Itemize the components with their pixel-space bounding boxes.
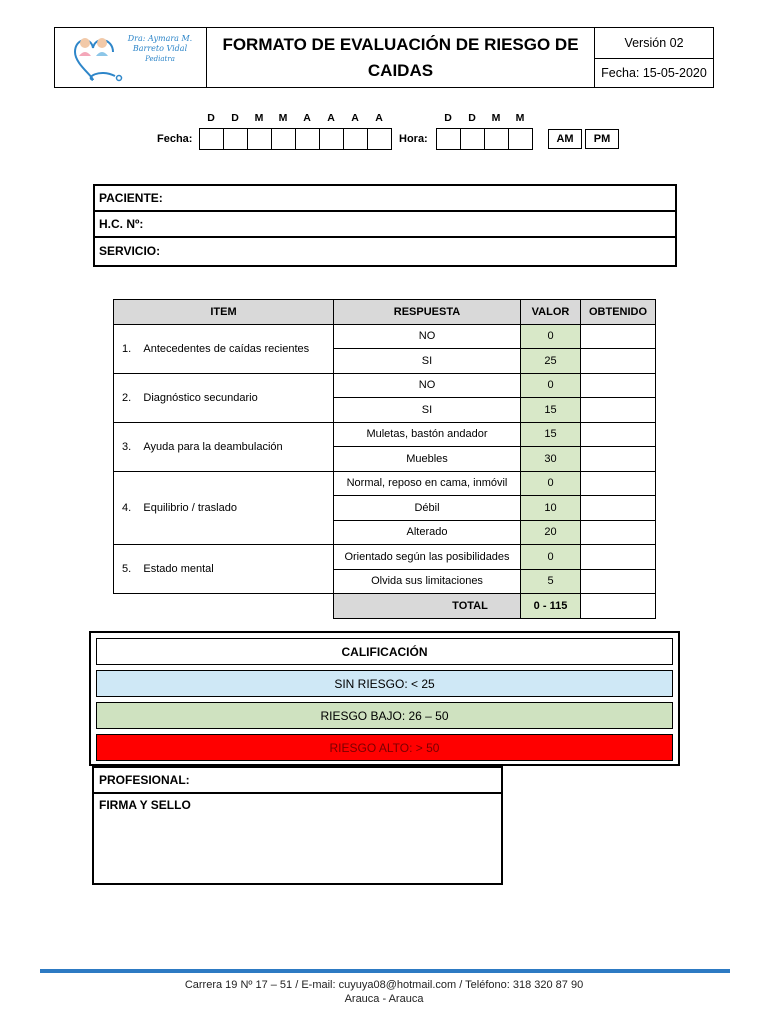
logo-line-1: Dra: Aymara M. [127,34,193,43]
time-letter: D [468,112,476,124]
header-obtenido: OBTENIDO [581,300,656,325]
valor-cell: 0 [521,324,581,349]
valor-cell: 10 [521,496,581,521]
riesgo-bajo-band: RIESGO BAJO: 26 – 50 [96,702,673,729]
date-letter: M [254,112,264,124]
am-pm-selector [548,129,622,149]
date-letter: A [375,112,383,124]
document-header [54,27,714,88]
time-letter: D [444,112,452,124]
respuesta-cell: Muebles [334,447,521,472]
header-respuesta: RESPUESTA [334,300,521,325]
date-digit-box[interactable] [272,129,296,149]
date-digit-box[interactable] [200,129,224,149]
time-digit-box[interactable] [437,129,461,149]
valor-cell: 0 [521,373,581,398]
respuesta-cell: Muletas, bastón andador [334,422,521,447]
obtenido-cell[interactable] [581,398,656,423]
table-row [114,373,656,398]
document-title: FORMATO DE EVALUACIÓN DE RIESGO DE CAIDAS [207,28,595,87]
valor-cell: 5 [521,569,581,594]
date-letter: A [303,112,311,124]
riesgo-alto-band: RIESGO ALTO: > 50 [96,734,673,761]
respuesta-cell: NO [334,373,521,398]
header-item: ITEM [114,300,334,325]
date-letter: A [327,112,335,124]
valor-cell: 20 [521,520,581,545]
respuesta-cell: Débil [334,496,521,521]
item-label: 5. Estado mental [114,545,334,594]
hc-field[interactable]: H.C. Nº: [95,212,675,238]
total-row [114,594,656,619]
evaluation-table [113,299,656,619]
logo-line-3: Pediatra [145,55,175,63]
respuesta-cell: Olvida sus limitaciones [334,569,521,594]
paciente-field[interactable]: PACIENTE: [95,186,675,212]
obtenido-cell[interactable] [581,520,656,545]
valor-cell: 25 [521,349,581,374]
date-input-boxes[interactable] [199,128,392,150]
date-digit-box[interactable] [344,129,368,149]
item-label: 4. Equilibrio / traslado [114,471,334,545]
date-letter: A [351,112,359,124]
obtenido-cell[interactable] [581,496,656,521]
respuesta-cell: SI [334,398,521,423]
date-digit-box[interactable] [320,129,344,149]
table-row [114,545,656,570]
logo-line-2: Barreto Vidal [132,44,188,53]
table-header-row [114,300,656,325]
table-row [114,471,656,496]
empty-cell [114,594,334,619]
respuesta-cell: Normal, reposo en cama, inmóvil [334,471,521,496]
version-label: Versión 02 [595,28,713,59]
firma-sello-field[interactable]: FIRMA Y SELLO [99,798,191,812]
pm-box[interactable]: PM [585,129,619,149]
patient-info-block [93,184,677,267]
valor-cell: 15 [521,422,581,447]
footer-divider [40,969,730,973]
time-letter: M [491,112,501,124]
issue-date-label: Fecha: 15-05-2020 [601,66,707,80]
obtenido-cell[interactable] [581,373,656,398]
respuesta-cell: Orientado según las posibilidades [334,545,521,570]
time-input-boxes[interactable] [436,128,533,150]
valor-cell: 30 [521,447,581,472]
logo [55,28,207,87]
document-meta [595,28,713,87]
valor-cell: 15 [521,398,581,423]
professional-block [92,766,503,885]
date-letter: D [207,112,215,124]
footer-address: Carrera 19 Nº 17 – 51 / E-mail: cuyuya08@hotmail.com / Teléfono: 318 320 87 90 [184,979,584,991]
respuesta-cell: NO [334,324,521,349]
hora-label: Hora: [399,133,428,145]
logo-text [117,34,203,64]
date-digit-box[interactable] [296,129,320,149]
servicio-field[interactable]: SERVICIO: [99,244,161,258]
am-box[interactable]: AM [548,129,582,149]
respuesta-cell: SI [334,349,521,374]
calificacion-block [89,631,680,766]
total-value: 0 - 115 [521,594,581,619]
obtenido-cell[interactable] [581,324,656,349]
time-letter: M [515,112,525,124]
date-format-letters [199,112,391,124]
time-digit-box[interactable] [461,129,485,149]
time-digit-box[interactable] [485,129,509,149]
date-digit-box[interactable] [248,129,272,149]
item-label: 1. Antecedentes de caídas recientes [114,324,334,373]
time-format-letters [436,112,532,124]
footer-city: Arauca - Arauca [344,993,424,1005]
obtenido-cell[interactable] [581,349,656,374]
obtenido-cell[interactable] [581,447,656,472]
table-row [114,324,656,349]
obtenido-cell[interactable] [581,422,656,447]
valor-cell: 0 [521,545,581,570]
profesional-field[interactable]: PROFESIONAL: [94,768,501,794]
total-obtenido-cell[interactable] [581,594,656,619]
date-digit-box[interactable] [224,129,248,149]
total-label: TOTAL [334,594,521,619]
fecha-label: Fecha: [157,133,193,145]
obtenido-cell[interactable] [581,569,656,594]
date-letter: M [278,112,288,124]
obtenido-cell[interactable] [581,471,656,496]
calificacion-title: CALIFICACIÓN [96,638,673,665]
item-label: 2. Diagnóstico secundario [114,373,334,422]
item-label: 3. Ayuda para la deambulación [114,422,334,471]
respuesta-cell: Alterado [334,520,521,545]
date-digit-box[interactable] [368,129,391,149]
obtenido-cell[interactable] [581,545,656,570]
table-row [114,422,656,447]
header-valor: VALOR [521,300,581,325]
valor-cell: 0 [521,471,581,496]
time-digit-box[interactable] [509,129,532,149]
date-letter: D [231,112,239,124]
sin-riesgo-band: SIN RIESGO: < 25 [96,670,673,697]
